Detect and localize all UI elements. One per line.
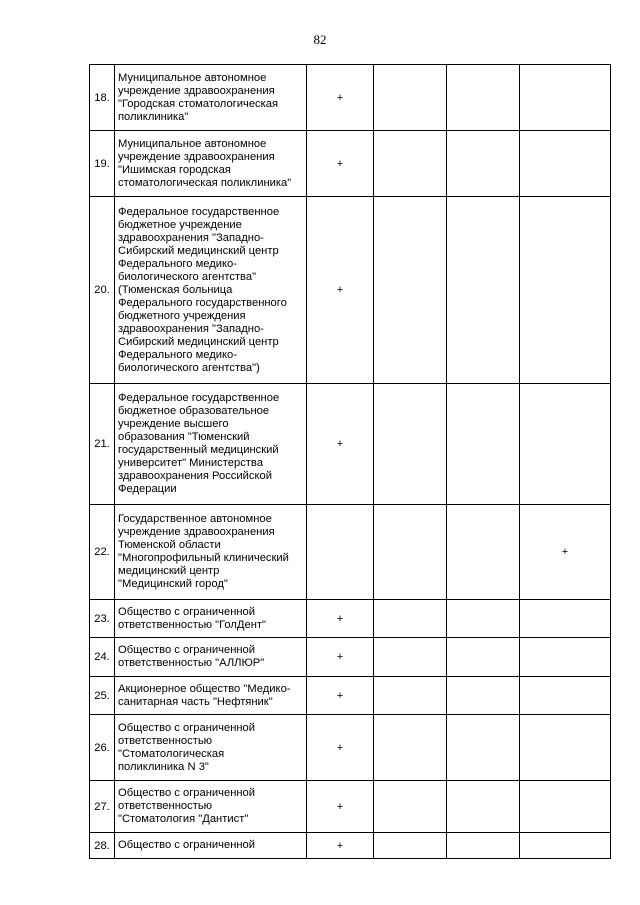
empty-cell (374, 677, 447, 715)
organization-name: Муниципальное автономное учреждение здравоохранения "Ишимская городская стоматологическая поликлиника" (115, 131, 307, 197)
empty-cell (374, 715, 447, 781)
row-number: 22. (90, 505, 115, 600)
mark-column-1: + (307, 781, 374, 833)
table-row (90, 505, 611, 600)
empty-cell (374, 781, 447, 833)
empty-cell (374, 833, 447, 859)
organization-name: Общество с ограниченной ответственностью "АЛЛЮР" (115, 638, 307, 677)
table-row (90, 197, 611, 384)
empty-cell (447, 131, 520, 197)
mark-column-4 (520, 197, 611, 384)
mark-column-1: + (307, 131, 374, 197)
mark-column-4 (520, 600, 611, 638)
mark-column-4 (520, 833, 611, 859)
table-row (90, 65, 611, 131)
organization-name: Федеральное государственное бюджетное образовательное учреждение высшего образования "Тюменский государственный медицинский университет" Министерства здравоохранения Российской Федерации (115, 384, 307, 505)
row-number: 19. (90, 131, 115, 197)
empty-cell (374, 505, 447, 600)
table-row (90, 715, 611, 781)
mark-column-1: + (307, 833, 374, 859)
row-number: 20. (90, 197, 115, 384)
mark-column-4 (520, 131, 611, 197)
mark-column-1: + (307, 715, 374, 781)
row-number: 26. (90, 715, 115, 781)
mark-column-1 (307, 505, 374, 600)
empty-cell (447, 833, 520, 859)
mark-column-1: + (307, 677, 374, 715)
mark-column-4: + (520, 505, 611, 600)
mark-column-4 (520, 65, 611, 131)
empty-cell (374, 65, 447, 131)
empty-cell (447, 505, 520, 600)
empty-cell (374, 197, 447, 384)
organization-name: Общество с ограниченной ответственностью "Стоматологическая поликлиника N 3" (115, 715, 307, 781)
organization-name: Общество с ограниченной (115, 833, 307, 859)
organization-name: Акционерное общество "Медико- санитарная часть "Нефтяник" (115, 677, 307, 715)
mark-column-4 (520, 677, 611, 715)
table-row (90, 677, 611, 715)
mark-column-1: + (307, 600, 374, 638)
empty-cell (447, 638, 520, 677)
page-number: 82 (313, 32, 327, 47)
row-number: 27. (90, 781, 115, 833)
organizations-table (89, 64, 611, 859)
table-row (90, 781, 611, 833)
organization-name: Муниципальное автономное учреждение здравоохранения "Городская стоматологическая поликлиника" (115, 65, 307, 131)
empty-cell (374, 384, 447, 505)
row-number: 25. (90, 677, 115, 715)
mark-column-4 (520, 638, 611, 677)
table-row (90, 600, 611, 638)
empty-cell (374, 131, 447, 197)
mark-column-1: + (307, 384, 374, 505)
row-number: 24. (90, 638, 115, 677)
mark-column-1: + (307, 197, 374, 384)
organization-name: Общество с ограниченной ответственностью "Стоматология "Дантист" (115, 781, 307, 833)
row-number: 28. (90, 833, 115, 859)
mark-column-1: + (307, 65, 374, 131)
empty-cell (374, 638, 447, 677)
empty-cell (447, 781, 520, 833)
mark-column-4 (520, 715, 611, 781)
mark-column-4 (520, 384, 611, 505)
row-number: 23. (90, 600, 115, 638)
empty-cell (447, 197, 520, 384)
empty-cell (447, 677, 520, 715)
empty-cell (374, 600, 447, 638)
table-row (90, 638, 611, 677)
mark-column-4 (520, 781, 611, 833)
table-row (90, 833, 611, 859)
mark-column-1: + (307, 638, 374, 677)
row-number: 21. (90, 384, 115, 505)
organization-name: Общество с ограниченной ответственностью "ГолДент" (115, 600, 307, 638)
empty-cell (447, 600, 520, 638)
empty-cell (447, 715, 520, 781)
table-row (90, 384, 611, 505)
organization-name: Федеральное государственное бюджетное учреждение здравоохранения "Западно- Сибирский медицинский центр Федерального медико- биологического агентства" (Тюменская больница Федерального государственного бюджетного учреждения здравоохранения "Западно- Сибирский медицинский центр Федерального медико- биологического агентства") (115, 197, 307, 384)
organization-name: Государственное автономное учреждение здравоохранения Тюменской области "Многопрофильный клинический медицинский центр "Медицинский город" (115, 505, 307, 600)
empty-cell (447, 384, 520, 505)
table-row (90, 131, 611, 197)
row-number: 18. (90, 65, 115, 131)
empty-cell (447, 65, 520, 131)
